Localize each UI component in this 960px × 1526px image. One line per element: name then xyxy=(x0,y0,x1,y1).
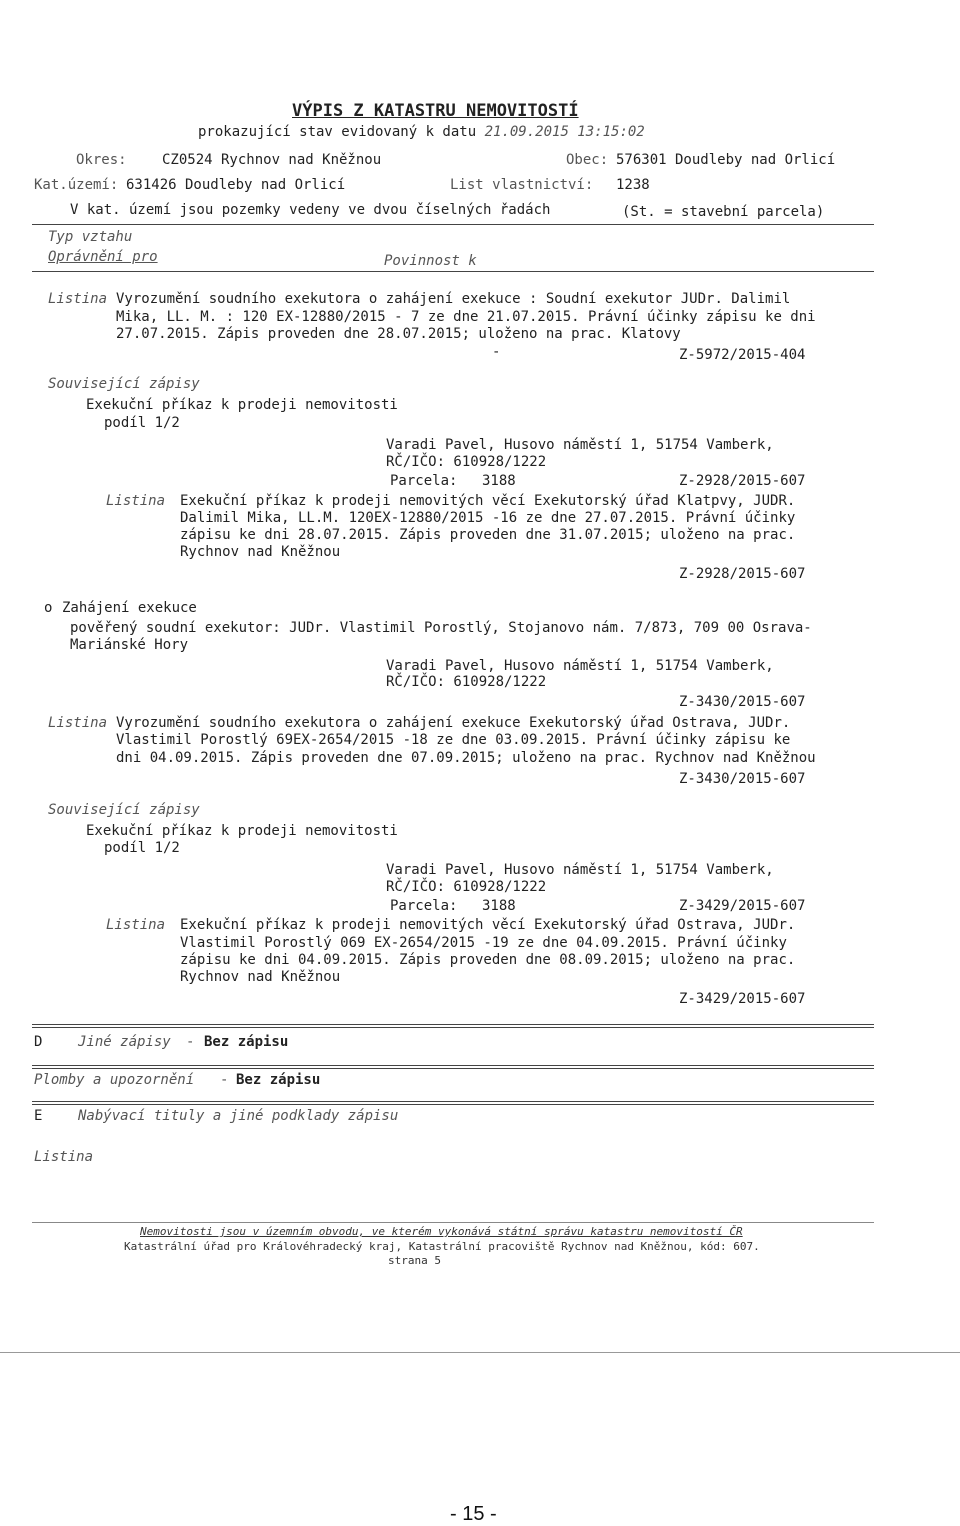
person: Varadi Pavel, Husovo náměstí 1, 51754 Vamberk, xyxy=(386,658,774,674)
listina-line: Vlastimil Porostlý 069 EX-2654/2015 -19 ze dne 04.09.2015. Právní účinky xyxy=(180,935,787,951)
subtitle-prefix: prokazující stav evidovaný k datu xyxy=(198,124,477,140)
listina-label: Listina xyxy=(106,493,166,509)
listina-label: Listina xyxy=(48,291,108,307)
plomby-value: Bez zápisu xyxy=(236,1072,321,1088)
obec-label: Obec: xyxy=(566,152,609,168)
entry-title: Zahájení exekuce xyxy=(62,600,197,616)
parcela-label: Parcela: xyxy=(390,473,458,489)
page-title: VÝPIS Z KATASTRU NEMOVITOSTÍ xyxy=(292,101,579,121)
listina-line: Rychnov nad Kněžnou xyxy=(180,544,341,560)
related-records-label: Související zápisy xyxy=(48,802,200,818)
section-e-letter: E xyxy=(34,1108,43,1124)
record-reference: Z-3430/2015-607 xyxy=(679,694,806,710)
parcela-value: 3188 xyxy=(482,473,516,489)
rc-ico: RČ/IČO: 610928/1222 xyxy=(386,674,547,690)
rc-ico: RČ/IČO: 610928/1222 xyxy=(386,879,547,895)
divider xyxy=(32,1101,874,1102)
rc-ico: RČ/IČO: 610928/1222 xyxy=(386,454,547,470)
listina-line: Exekuční příkaz k prodeji nemovitých věcí Exekutorský úřad Ostrava, JUDr. xyxy=(180,917,796,933)
subtitle-datetime: 21.09.2015 13:15:02 xyxy=(484,124,645,140)
parcel-series-note-right: (St. = stavební parcela) xyxy=(622,204,825,220)
record-reference: Z-3429/2015-607 xyxy=(679,898,806,914)
listina-label: Listina xyxy=(106,917,166,933)
related-records-label: Související zápisy xyxy=(48,376,200,392)
katuzemi-label: Kat.území: xyxy=(34,177,119,193)
footer-page-label: strana 5 xyxy=(388,1254,441,1267)
record-reference: Z-3430/2015-607 xyxy=(679,771,806,787)
page-number: - 15 - xyxy=(450,1503,497,1525)
section-e-label: Nabývací tituly a jiné podklady zápisu xyxy=(78,1108,399,1124)
katuzemi-value: 631426 Doudleby nad Orlicí xyxy=(126,177,346,193)
section-d-letter: D xyxy=(34,1034,43,1050)
divider xyxy=(32,1065,874,1066)
related-record-title: Exekuční příkaz k prodeji nemovitosti xyxy=(86,823,398,839)
parcela-value: 3188 xyxy=(482,898,516,914)
person: Varadi Pavel, Husovo náměstí 1, 51754 Vamberk, xyxy=(386,862,774,878)
listina-line: Dalimil Mika, LL.M. 120EX-12880/2015 -16 ze dne 27.07.2015. Právní účinky xyxy=(180,510,796,526)
divider xyxy=(32,224,874,225)
record-reference: Z-2928/2015-607 xyxy=(679,473,806,489)
divider xyxy=(32,1222,874,1223)
section-e-listina: Listina xyxy=(34,1149,94,1165)
divider xyxy=(32,1024,874,1025)
footer-line-2: Katastrální úřad pro Královéhradecký kraj, Katastrální pracoviště Rychnov nad Kněžnou, kód: 607. xyxy=(124,1240,760,1253)
listina-line: Exekuční příkaz k prodeji nemovitých věcí Exekutorský úřad Klatpvy, JUDR. xyxy=(180,493,796,509)
listina-line: Rychnov nad Kněžnou xyxy=(180,969,341,985)
divider xyxy=(32,1104,874,1105)
share: podíl 1/2 xyxy=(104,415,180,431)
parcela-label: Parcela: xyxy=(390,898,458,914)
column-povinnost-k: Povinnost k xyxy=(384,253,477,269)
column-opravneni-pro: Oprávnění pro xyxy=(48,249,158,265)
column-typ-vztahu: Typ vztahu xyxy=(48,229,133,245)
subtitle xyxy=(198,123,645,142)
lv-label: List vlastnictví: xyxy=(450,177,594,193)
listina-line: Mika, LL. M. : 120 EX-12880/2015 - 7 ze dne 21.07.2015. Právní účinky zápisu ke dni xyxy=(116,309,816,325)
listina-line: zápisu ke dni 28.07.2015. Zápis proveden dne 31.07.2015; uloženo na prac. xyxy=(180,527,796,543)
listina-label: Listina xyxy=(48,715,108,731)
footer-line-1: Nemovitosti jsou v územním obvodu, ve kterém vykonává státní správu katastru nemovitostí ČR xyxy=(140,1225,743,1238)
listina-line: Vlastimil Porostlý 69EX-2654/2015 -18 ze dne 03.09.2015. Právní účinky zápisu ke xyxy=(116,732,791,748)
listina-line: Vyrozumění soudního exekutora o zahájení exekuce : Soudní exekutor JUDr. Dalimil xyxy=(116,291,791,307)
section-d-sep: - xyxy=(186,1034,195,1050)
section-d-label: Jiné zápisy xyxy=(78,1034,171,1050)
dash: - xyxy=(492,344,501,360)
listina-line: zápisu ke dni 04.09.2015. Zápis proveden dne 08.09.2015; uloženo na prac. xyxy=(180,952,796,968)
entry-line: Mariánské Hory xyxy=(70,637,189,653)
divider xyxy=(32,1027,874,1028)
okres-label: Okres: xyxy=(76,152,127,168)
share: podíl 1/2 xyxy=(104,840,180,856)
record-reference: Z-2928/2015-607 xyxy=(679,566,806,582)
listina-line: dni 04.09.2015. Zápis proveden dne 07.09.2015; uloženo na prac. Rychnov nad Kněžnou xyxy=(116,750,816,766)
record-reference: Z-5972/2015-404 xyxy=(679,347,806,363)
lv-value: 1238 xyxy=(616,177,650,193)
divider xyxy=(0,1352,960,1353)
person: Varadi Pavel, Husovo náměstí 1, 51754 Vamberk, xyxy=(386,437,774,453)
related-record-title: Exekuční příkaz k prodeji nemovitosti xyxy=(86,397,398,413)
okres-value: CZ0524 Rychnov nad Kněžnou xyxy=(162,152,382,168)
entry-line: pověřený soudní exekutor: JUDr. Vlastimil Porostlý, Stojanovo nám. 7/873, 709 00 Osrava- xyxy=(70,620,812,636)
listina-line: Vyrozumění soudního exekutora o zahájení exekuce Exekutorský úřad Ostrava, JUDr. xyxy=(116,715,791,731)
record-reference: Z-3429/2015-607 xyxy=(679,991,806,1007)
obec-value: 576301 Doudleby nad Orlicí xyxy=(616,152,836,168)
plomby-label: Plomby a upozornění xyxy=(34,1072,195,1088)
bullet: o xyxy=(44,600,53,616)
divider xyxy=(32,1068,874,1069)
section-d-value: Bez zápisu xyxy=(204,1034,289,1050)
listina-line: 27.07.2015. Zápis proveden dne 28.07.2015; uloženo na prac. Klatovy xyxy=(116,326,681,342)
plomby-sep: - xyxy=(220,1072,229,1088)
divider xyxy=(32,271,874,272)
parcel-series-note: V kat. území jsou pozemky vedeny ve dvou číselných řadách xyxy=(70,202,551,218)
